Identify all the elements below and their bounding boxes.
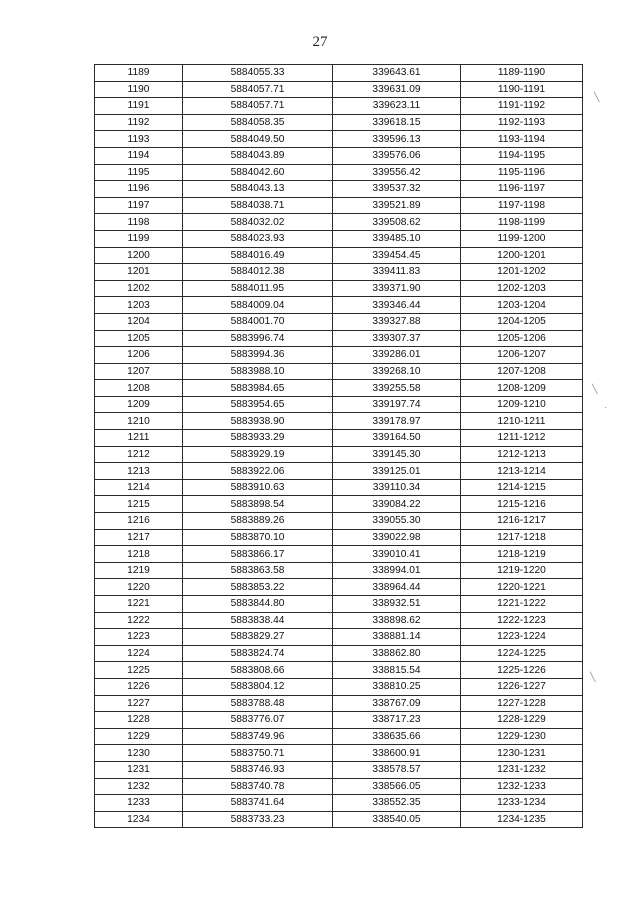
y-coordinate-cell: 338600.91 (333, 745, 461, 762)
table-row (95, 629, 583, 646)
x-coordinate-cell: 5883844.80 (183, 596, 333, 613)
point-number-cell: 1233 (95, 795, 183, 812)
x-coordinate-cell: 5883824.74 (183, 645, 333, 662)
x-coordinate-cell: 5883749.96 (183, 728, 333, 745)
scan-mark: ╲ (590, 672, 596, 682)
point-number-cell: 1198 (95, 214, 183, 231)
x-coordinate-cell: 5884042.60 (183, 164, 333, 181)
table-row (95, 347, 583, 364)
point-number-cell: 1227 (95, 695, 183, 712)
segment-cell: 1231-1232 (461, 761, 583, 778)
point-number-cell: 1189 (95, 65, 183, 82)
point-number-cell: 1217 (95, 529, 183, 546)
table-row (95, 761, 583, 778)
x-coordinate-cell: 5884043.13 (183, 181, 333, 198)
y-coordinate-cell: 339521.89 (333, 197, 461, 214)
segment-cell: 1209-1210 (461, 396, 583, 413)
table-row (95, 230, 583, 247)
point-number-cell: 1201 (95, 264, 183, 281)
segment-cell: 1203-1204 (461, 297, 583, 314)
segment-cell: 1192-1193 (461, 114, 583, 131)
y-coordinate-cell: 339307.37 (333, 330, 461, 347)
x-coordinate-cell: 5884038.71 (183, 197, 333, 214)
point-number-cell: 1230 (95, 745, 183, 762)
point-number-cell: 1202 (95, 280, 183, 297)
x-coordinate-cell: 5883889.26 (183, 513, 333, 530)
x-coordinate-cell: 5883808.66 (183, 662, 333, 679)
table-row (95, 280, 583, 297)
segment-cell: 1228-1229 (461, 712, 583, 729)
y-coordinate-cell: 338552.35 (333, 795, 461, 812)
point-number-cell: 1214 (95, 479, 183, 496)
x-coordinate-cell: 5883866.17 (183, 546, 333, 563)
x-coordinate-cell: 5883984.65 (183, 380, 333, 397)
point-number-cell: 1194 (95, 147, 183, 164)
y-coordinate-cell: 339576.06 (333, 147, 461, 164)
point-number-cell: 1203 (95, 297, 183, 314)
point-number-cell: 1197 (95, 197, 183, 214)
y-coordinate-cell: 339643.61 (333, 65, 461, 82)
table-row (95, 147, 583, 164)
point-number-cell: 1190 (95, 81, 183, 98)
point-number-cell: 1200 (95, 247, 183, 264)
x-coordinate-cell: 5883929.19 (183, 446, 333, 463)
point-number-cell: 1229 (95, 728, 183, 745)
x-coordinate-cell: 5884001.70 (183, 313, 333, 330)
table-row (95, 463, 583, 480)
y-coordinate-cell: 338566.05 (333, 778, 461, 795)
point-number-cell: 1207 (95, 363, 183, 380)
table-row (95, 662, 583, 679)
y-coordinate-cell: 339010.41 (333, 546, 461, 563)
segment-cell: 1216-1217 (461, 513, 583, 530)
y-coordinate-cell: 339110.34 (333, 479, 461, 496)
segment-cell: 1222-1223 (461, 612, 583, 629)
table-row (95, 645, 583, 662)
x-coordinate-cell: 5883741.64 (183, 795, 333, 812)
x-coordinate-cell: 5883994.36 (183, 347, 333, 364)
y-coordinate-cell: 339178.97 (333, 413, 461, 430)
x-coordinate-cell: 5884058.35 (183, 114, 333, 131)
x-coordinate-cell: 5884032.02 (183, 214, 333, 231)
scan-mark: · (604, 402, 607, 412)
x-coordinate-cell: 5883988.10 (183, 363, 333, 380)
segment-cell: 1196-1197 (461, 181, 583, 198)
table-row (95, 430, 583, 447)
y-coordinate-cell: 339055.30 (333, 513, 461, 530)
table-row (95, 313, 583, 330)
x-coordinate-cell: 5884009.04 (183, 297, 333, 314)
x-coordinate-cell: 5884043.89 (183, 147, 333, 164)
x-coordinate-cell: 5883954.65 (183, 396, 333, 413)
segment-cell: 1213-1214 (461, 463, 583, 480)
segment-cell: 1217-1218 (461, 529, 583, 546)
point-number-cell: 1191 (95, 98, 183, 115)
segment-cell: 1225-1226 (461, 662, 583, 679)
point-number-cell: 1206 (95, 347, 183, 364)
table-row (95, 247, 583, 264)
y-coordinate-cell: 338815.54 (333, 662, 461, 679)
x-coordinate-cell: 5884023.93 (183, 230, 333, 247)
x-coordinate-cell: 5883788.48 (183, 695, 333, 712)
y-coordinate-cell: 339022.98 (333, 529, 461, 546)
point-number-cell: 1195 (95, 164, 183, 181)
table-row (95, 413, 583, 430)
table-row (95, 546, 583, 563)
y-coordinate-cell: 339164.50 (333, 430, 461, 447)
segment-cell: 1212-1213 (461, 446, 583, 463)
point-number-cell: 1219 (95, 562, 183, 579)
y-coordinate-cell: 339145.30 (333, 446, 461, 463)
segment-cell: 1189-1190 (461, 65, 583, 82)
table-row (95, 264, 583, 281)
point-number-cell: 1224 (95, 645, 183, 662)
point-number-cell: 1192 (95, 114, 183, 131)
segment-cell: 1211-1212 (461, 430, 583, 447)
x-coordinate-cell: 5883750.71 (183, 745, 333, 762)
segment-cell: 1208-1209 (461, 380, 583, 397)
point-number-cell: 1225 (95, 662, 183, 679)
segment-cell: 1227-1228 (461, 695, 583, 712)
segment-cell: 1202-1203 (461, 280, 583, 297)
coordinates-table (94, 64, 583, 828)
y-coordinate-cell: 338932.51 (333, 596, 461, 613)
table-row (95, 363, 583, 380)
point-number-cell: 1204 (95, 313, 183, 330)
y-coordinate-cell: 339371.90 (333, 280, 461, 297)
segment-cell: 1229-1230 (461, 728, 583, 745)
point-number-cell: 1209 (95, 396, 183, 413)
x-coordinate-cell: 5883922.06 (183, 463, 333, 480)
segment-cell: 1200-1201 (461, 247, 583, 264)
table-row (95, 529, 583, 546)
y-coordinate-cell: 338635.66 (333, 728, 461, 745)
x-coordinate-cell: 5883746.93 (183, 761, 333, 778)
point-number-cell: 1232 (95, 778, 183, 795)
y-coordinate-cell: 339508.62 (333, 214, 461, 231)
y-coordinate-cell: 339327.88 (333, 313, 461, 330)
segment-cell: 1220-1221 (461, 579, 583, 596)
segment-cell: 1221-1222 (461, 596, 583, 613)
x-coordinate-cell: 5883870.10 (183, 529, 333, 546)
segment-cell: 1215-1216 (461, 496, 583, 513)
page-number: 27 (312, 34, 328, 50)
segment-cell: 1219-1220 (461, 562, 583, 579)
table-row (95, 396, 583, 413)
y-coordinate-cell: 339556.42 (333, 164, 461, 181)
table-row (95, 612, 583, 629)
point-number-cell: 1221 (95, 596, 183, 613)
segment-cell: 1218-1219 (461, 546, 583, 563)
y-coordinate-cell: 339618.15 (333, 114, 461, 131)
y-coordinate-cell: 339268.10 (333, 363, 461, 380)
table-row (95, 330, 583, 347)
segment-cell: 1194-1195 (461, 147, 583, 164)
segment-cell: 1232-1233 (461, 778, 583, 795)
point-number-cell: 1234 (95, 811, 183, 828)
segment-cell: 1201-1202 (461, 264, 583, 281)
table-row (95, 579, 583, 596)
point-number-cell: 1213 (95, 463, 183, 480)
x-coordinate-cell: 5883733.23 (183, 811, 333, 828)
point-number-cell: 1222 (95, 612, 183, 629)
y-coordinate-cell: 338881.14 (333, 629, 461, 646)
table-row (95, 479, 583, 496)
segment-cell: 1214-1215 (461, 479, 583, 496)
y-coordinate-cell: 339197.74 (333, 396, 461, 413)
point-number-cell: 1208 (95, 380, 183, 397)
x-coordinate-cell: 5883938.90 (183, 413, 333, 430)
segment-cell: 1210-1211 (461, 413, 583, 430)
table-row (95, 778, 583, 795)
segment-cell: 1193-1194 (461, 131, 583, 148)
x-coordinate-cell: 5883740.78 (183, 778, 333, 795)
y-coordinate-cell: 338898.62 (333, 612, 461, 629)
table-row (95, 745, 583, 762)
point-number-cell: 1211 (95, 430, 183, 447)
y-coordinate-cell: 339411.83 (333, 264, 461, 281)
table-row (95, 297, 583, 314)
table-row (95, 712, 583, 729)
segment-cell: 1198-1199 (461, 214, 583, 231)
table-body (95, 65, 583, 828)
table-row (95, 562, 583, 579)
segment-cell: 1199-1200 (461, 230, 583, 247)
segment-cell: 1190-1191 (461, 81, 583, 98)
x-coordinate-cell: 5884057.71 (183, 98, 333, 115)
segment-cell: 1207-1208 (461, 363, 583, 380)
point-number-cell: 1199 (95, 230, 183, 247)
x-coordinate-cell: 5883996.74 (183, 330, 333, 347)
table-row (95, 513, 583, 530)
y-coordinate-cell: 338578.57 (333, 761, 461, 778)
y-coordinate-cell: 338994.01 (333, 562, 461, 579)
segment-cell: 1204-1205 (461, 313, 583, 330)
segment-cell: 1197-1198 (461, 197, 583, 214)
x-coordinate-cell: 5883898.54 (183, 496, 333, 513)
point-number-cell: 1215 (95, 496, 183, 513)
table-row (95, 795, 583, 812)
table-row (95, 811, 583, 828)
segment-cell: 1226-1227 (461, 678, 583, 695)
table-row (95, 728, 583, 745)
table-row (95, 181, 583, 198)
table-row (95, 114, 583, 131)
y-coordinate-cell: 339286.01 (333, 347, 461, 364)
y-coordinate-cell: 338540.05 (333, 811, 461, 828)
x-coordinate-cell: 5883838.44 (183, 612, 333, 629)
table-row (95, 496, 583, 513)
point-number-cell: 1228 (95, 712, 183, 729)
segment-cell: 1206-1207 (461, 347, 583, 364)
y-coordinate-cell: 338717.23 (333, 712, 461, 729)
point-number-cell: 1216 (95, 513, 183, 530)
y-coordinate-cell: 338767.09 (333, 695, 461, 712)
point-number-cell: 1212 (95, 446, 183, 463)
y-coordinate-cell: 339631.09 (333, 81, 461, 98)
table-row (95, 380, 583, 397)
segment-cell: 1223-1224 (461, 629, 583, 646)
x-coordinate-cell: 5883776.07 (183, 712, 333, 729)
y-coordinate-cell: 339084.22 (333, 496, 461, 513)
segment-cell: 1205-1206 (461, 330, 583, 347)
y-coordinate-cell: 339125.01 (333, 463, 461, 480)
table-row (95, 98, 583, 115)
table-row (95, 214, 583, 231)
table-row (95, 197, 583, 214)
table-row (95, 81, 583, 98)
y-coordinate-cell: 339454.45 (333, 247, 461, 264)
segment-cell: 1195-1196 (461, 164, 583, 181)
segment-cell: 1191-1192 (461, 98, 583, 115)
x-coordinate-cell: 5884012.38 (183, 264, 333, 281)
y-coordinate-cell: 339623.11 (333, 98, 461, 115)
x-coordinate-cell: 5883829.27 (183, 629, 333, 646)
y-coordinate-cell: 338964.44 (333, 579, 461, 596)
table-row (95, 446, 583, 463)
scan-mark: ╲ (592, 384, 598, 394)
point-number-cell: 1231 (95, 761, 183, 778)
segment-cell: 1230-1231 (461, 745, 583, 762)
segment-cell: 1234-1235 (461, 811, 583, 828)
point-number-cell: 1210 (95, 413, 183, 430)
x-coordinate-cell: 5883933.29 (183, 430, 333, 447)
y-coordinate-cell: 339346.44 (333, 297, 461, 314)
x-coordinate-cell: 5884057.71 (183, 81, 333, 98)
x-coordinate-cell: 5884055.33 (183, 65, 333, 82)
point-number-cell: 1218 (95, 546, 183, 563)
x-coordinate-cell: 5883863.58 (183, 562, 333, 579)
x-coordinate-cell: 5884016.49 (183, 247, 333, 264)
point-number-cell: 1223 (95, 629, 183, 646)
y-coordinate-cell: 339537.32 (333, 181, 461, 198)
segment-cell: 1224-1225 (461, 645, 583, 662)
table-row (95, 678, 583, 695)
x-coordinate-cell: 5884011.95 (183, 280, 333, 297)
y-coordinate-cell: 338810.25 (333, 678, 461, 695)
table-row (95, 596, 583, 613)
point-number-cell: 1205 (95, 330, 183, 347)
scan-mark: ╲ (594, 92, 600, 102)
point-number-cell: 1226 (95, 678, 183, 695)
y-coordinate-cell: 338862.80 (333, 645, 461, 662)
x-coordinate-cell: 5884049.50 (183, 131, 333, 148)
y-coordinate-cell: 339255.58 (333, 380, 461, 397)
table-row (95, 695, 583, 712)
point-number-cell: 1193 (95, 131, 183, 148)
table-row (95, 65, 583, 82)
point-number-cell: 1196 (95, 181, 183, 198)
table-row (95, 131, 583, 148)
table-row (95, 164, 583, 181)
x-coordinate-cell: 5883853.22 (183, 579, 333, 596)
segment-cell: 1233-1234 (461, 795, 583, 812)
point-number-cell: 1220 (95, 579, 183, 596)
y-coordinate-cell: 339485.10 (333, 230, 461, 247)
x-coordinate-cell: 5883804.12 (183, 678, 333, 695)
x-coordinate-cell: 5883910.63 (183, 479, 333, 496)
y-coordinate-cell: 339596.13 (333, 131, 461, 148)
